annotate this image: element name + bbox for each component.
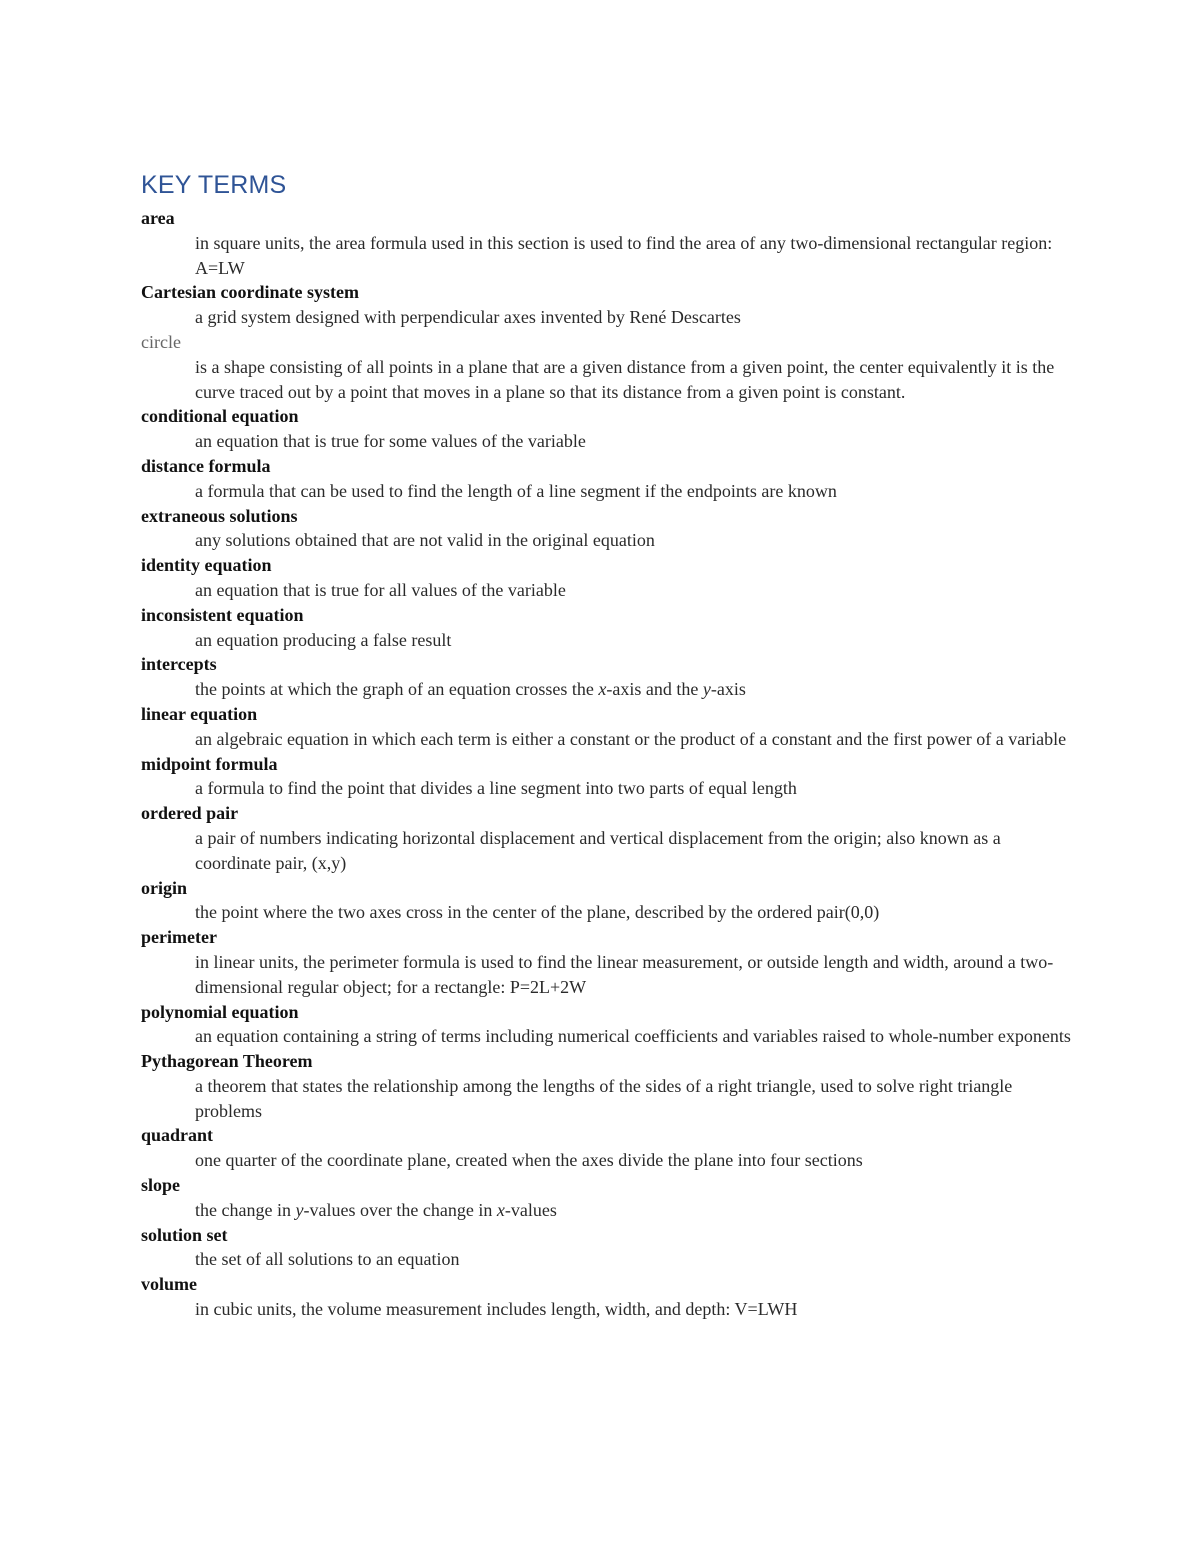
glossary-list xyxy=(141,206,1071,1322)
glossary-term: slope xyxy=(141,1175,181,1196)
glossary-definition: one quarter of the coordinate plane, created when the axes divide the plane into four sections xyxy=(195,1150,863,1171)
definition-text: -values xyxy=(504,1199,557,1220)
glossary-term: extraneous solutions xyxy=(141,505,298,526)
glossary-term: conditional equation xyxy=(141,406,299,427)
glossary-term: volume xyxy=(141,1274,197,1295)
glossary-definition: an equation that is true for some values of the variable xyxy=(195,431,586,452)
glossary-term: inconsistent equation xyxy=(141,604,304,625)
glossary-definition: in square units, the area formula used in this section is used to find the area of any two-dimensional rectangular region: A=LW xyxy=(195,232,1053,278)
variable-y: y xyxy=(295,1199,304,1220)
glossary-term: midpoint formula xyxy=(141,753,278,774)
glossary-term: circle xyxy=(141,331,181,352)
glossary-definition: a grid system designed with perpendicular axes invented by René Descartes xyxy=(195,307,741,328)
glossary-term: linear equation xyxy=(141,703,258,724)
glossary-definition: a formula that can be used to find the length of a line segment if the endpoints are known xyxy=(195,480,837,501)
glossary-term: polynomial equation xyxy=(141,1001,299,1022)
glossary-definition: an algebraic equation in which each term is either a constant or the product of a constant and the first power of a variable xyxy=(195,728,1067,749)
glossary-term: distance formula xyxy=(141,455,271,476)
glossary-definition: in cubic units, the volume measurement includes length, width, and depth: V=LWH xyxy=(195,1299,798,1320)
definition-text: -values over the change in xyxy=(303,1199,497,1220)
glossary-definition: an equation that is true for all values of the variable xyxy=(195,579,566,600)
glossary-term: solution set xyxy=(141,1224,228,1245)
variable-y: y xyxy=(702,679,711,700)
definition-text: -axis xyxy=(710,679,746,700)
glossary-definition xyxy=(195,677,1071,702)
glossary-definition: the point where the two axes cross in the center of the plane, described by the ordered pair(0,0) xyxy=(195,902,880,923)
definition-text: -axis and the xyxy=(606,679,703,700)
definition-text: the points at which the graph of an equation crosses the xyxy=(195,679,599,700)
glossary-definition: an equation producing a false result xyxy=(195,629,452,650)
definition-text: the change in xyxy=(195,1199,296,1220)
glossary-definition: any solutions obtained that are not valid in the original equation xyxy=(195,530,655,551)
variable-x: x xyxy=(496,1199,505,1220)
glossary-term: area xyxy=(141,208,175,228)
glossary-definition: in linear units, the perimeter formula is used to find the linear measurement, or outside length and width, around a two-dimensional regular object; for a rectangle: P=2L+2W xyxy=(195,951,1054,997)
glossary-term: origin xyxy=(141,877,188,898)
glossary-term: Cartesian coordinate system xyxy=(141,282,359,303)
glossary-definition: is a shape consisting of all points in a plane that are a given distance from a given point, the center equivalently it is the curve traced out by a point that moves in a plane so that its distance from a given point is constant. xyxy=(195,356,1055,402)
glossary-term: quadrant xyxy=(141,1125,214,1146)
glossary-term: ordered pair xyxy=(141,803,239,824)
glossary-definition: an equation containing a string of terms including numerical coefficients and variables raised to whole-number exponents xyxy=(195,1026,1071,1047)
glossary-definition: a pair of numbers indicating horizontal displacement and vertical displacement from the origin; also known as a coordinate pair, (x,y) xyxy=(195,827,1001,873)
glossary-term: Pythagorean Theorem xyxy=(141,1051,313,1072)
glossary-definition: a theorem that states the relationship among the lengths of the sides of a right triangle, used to solve right triangle problems xyxy=(195,1075,1013,1121)
glossary-definition: a formula to find the point that divides a line segment into two parts of equal length xyxy=(195,778,797,799)
glossary-term: intercepts xyxy=(141,654,217,675)
glossary-definition: the set of all solutions to an equation xyxy=(195,1249,460,1270)
page-title: KEY TERMS xyxy=(141,171,287,199)
variable-x: x xyxy=(598,679,607,700)
glossary-definition xyxy=(195,1198,1071,1223)
glossary-term: perimeter xyxy=(141,927,217,948)
glossary-term: identity equation xyxy=(141,555,272,576)
